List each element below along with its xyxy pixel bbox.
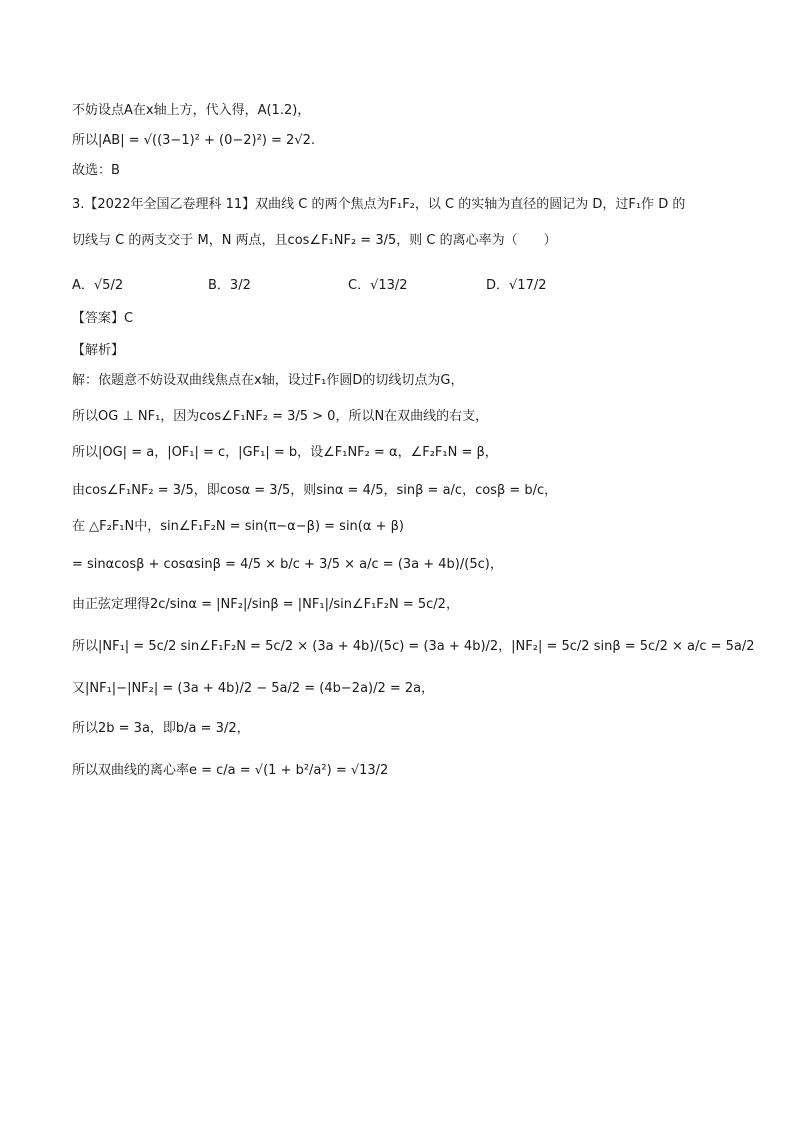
option-c: C．√13/2 [348,278,408,293]
text-line-choose-b: 故选：B [72,163,120,178]
option-d: D．√17/2 [486,278,547,293]
solution-line-8: 所以|NF₁| = 5c/2 sin∠F₁F₂N = 5c/2 × (3a + 4b)/(5c) = (3a + 4b)/2，|NF₂| = 5c/2 sinβ = 5c/2 × a/c = 5a/2 [72,639,755,654]
solution-line-4: 由cos∠F₁NF₂ = 3/5，即cosα = 3/5，则sinα = 4/5，sinβ = a/c，cosβ = b/c， [72,483,558,498]
solution-line-5: 在 △F₂F₁N中，sin∠F₁F₂N = sin(π−α−β) = sin(α + β) [72,519,404,534]
solution-line-6: = sinαcosβ + cosαsinβ = 4/5 × b/c + 3/5 × a/c = (3a + 4b)/(5c)， [72,557,503,572]
solution-line-9: 又|NF₁|−|NF₂| = (3a + 4b)/2 − 5a/2 = (4b−2a)/2 = 2a， [72,681,435,696]
question-3-stem-line2: 切线与 C 的两支交于 M，N 两点，且cos∠F₁NF₂ = 3/5，则 C 的离心率为（ ） [72,233,557,248]
solution-line-2: 所以OG ⊥ NF₁，因为cos∠F₁NF₂ = 3/5 > 0，所以N在双曲线的右支， [72,409,489,424]
solution-line-11: 所以双曲线的离心率e = c/a = √(1 + b²/a²) = √13/2 [72,763,389,778]
solution-line-7: 由正弦定理得2c/sinα = |NF₂|/sinβ = |NF₁|/sin∠F₁F₂N = 5c/2， [72,597,459,612]
analysis-label: 【解析】 [72,343,125,358]
answer-label: 【答案】C [72,311,134,326]
text-line-point-a: 不妨设点A在x轴上方，代入得，A(1.2)， [72,103,311,118]
solution-line-10: 所以2b = 3a，即b/a = 3/2， [72,721,250,736]
solution-line-1: 解：依题意不妨设双曲线焦点在x轴，设过F₁作圆D的切线切点为G， [72,373,464,388]
option-b: B．3/2 [208,278,251,293]
question-3-stem-line1: 3.【2022年全国乙卷理科 11】双曲线 C 的两个焦点为F₁F₂，以 C 的实轴为直径的圆记为 D，过F₁作 D 的 [72,197,686,212]
text-line-ab-length: 所以|AB| = √((3−1)² + (0−2)²) = 2√2. [72,133,316,148]
solution-line-3: 所以|OG| = a，|OF₁| = c，|GF₁| = b，设∠F₁NF₂ = α，∠F₂F₁N = β， [72,445,498,460]
option-a: A．√5/2 [72,278,124,293]
